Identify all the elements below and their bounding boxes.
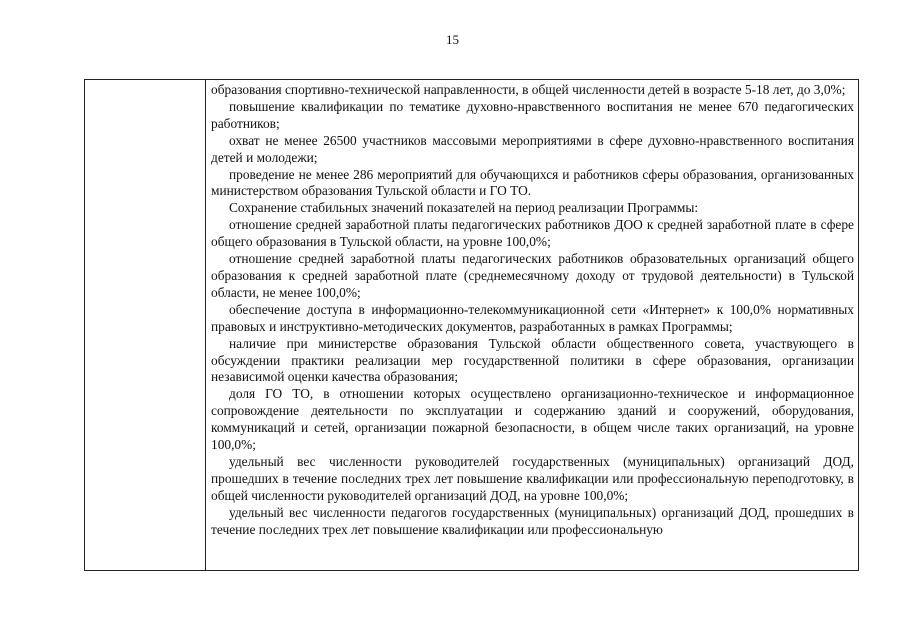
paragraph: Сохранение стабильных значений показателей на период реализации Программы:	[229, 200, 699, 216]
document-table	[84, 79, 859, 571]
table-left-cell	[85, 80, 206, 570]
paragraph: отношение средней заработной платы педагогических работников ДОО к средней заработной плате в сфере общего образования в Тульской области, на уровне 100,0%;	[211, 217, 854, 250]
paragraph: доля ГО ТО, в отношении которых осуществлено организационно-техническое и информационное сопровождение деятельности по эксплуатации и содержанию зданий и сооружений, оборудования, коммуникаций и сетей, организации пожарной безопасности, в общем числе таких организаций, на уровне 100,0%;	[211, 386, 854, 453]
paragraph: образования спортивно-технической направленности, в общей численности детей в возрасте 5-18 лет, до 3,0%;	[211, 82, 846, 97]
paragraph: отношение средней заработной платы педагогических работников образовательных организаций общего образования к средней заработной плате (среднемесячному доходу от трудовой деятельности) в Тульской области, не менее 100,0%;	[211, 251, 854, 300]
paragraph: повышение квалификации по тематике духовно-нравственного воспитания не менее 670 педагогических работников;	[211, 98, 854, 131]
paragraph: удельный вес численности педагогов государственных (муниципальных) организаций ДОД, прошедших в течение последних трех лет повышение квалификации или профессиональную	[211, 504, 854, 537]
page-number: 15	[446, 32, 459, 47]
table-right-cell	[206, 80, 858, 570]
paragraph: проведение не менее 286 мероприятий для обучающихся и работников сферы образования, организованных министерством образования Тульской области и ГО ТО.	[211, 166, 854, 199]
paragraph: охват не менее 26500 участников массовыми мероприятиями в сфере духовно-нравственного воспитания детей и молодежи;	[211, 132, 854, 165]
paragraph: наличие при министерстве образования Тульской области общественного совета, участвующего в обсуждении практики реализации мер государственной политики в сфере образования, организации независимой оценки качества образования;	[211, 335, 854, 385]
paragraph: удельный вес численности руководителей государственных (муниципальных) организаций ДОД, прошедших в течение последних трех лет повышение квалификации или профессиональную переподготовку, в общей численности руководителей организаций ДОД, на уровне 100,0%;	[211, 453, 854, 503]
paragraph: обеспечение доступа в информационно-телекоммуникационной сети «Интернет» к 100,0% нормативных правовых и инструктивно-методических документов, разработанных в рамках Программы;	[211, 301, 854, 334]
